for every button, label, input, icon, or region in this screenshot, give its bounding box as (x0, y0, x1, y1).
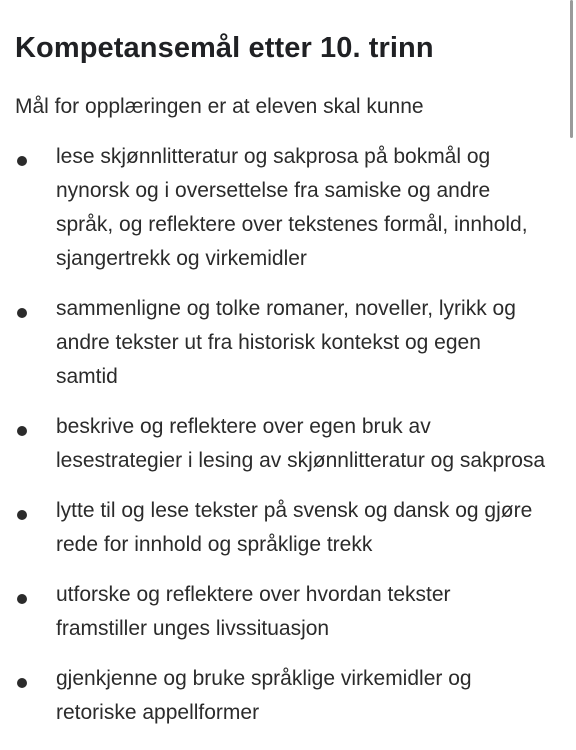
scrollbar-thumb[interactable] (570, 0, 573, 138)
page-title: Kompetansemål etter 10. trinn (15, 32, 434, 64)
list-item (15, 292, 546, 394)
goal-text: utforske og reflektere over hvordan tekster framstiller unges livssituasjon (56, 583, 451, 640)
goal-text: sammenligne og tolke romaner, noveller, lyrikk og andre tekster ut fra historisk kontekst og egen samtid (56, 297, 516, 388)
goal-text: gjenkjenne og bruke språklige virkemidler og retoriske appellformer (56, 667, 472, 724)
bullet-dot-icon (17, 426, 27, 436)
bullet-dot-icon (17, 678, 27, 688)
bullet-dot-icon (17, 594, 27, 604)
goal-text: lese skjønnlitteratur og sakprosa på bokmål og nynorsk og i oversettelse fra samiske og andre språk, og reflektere over tekstenes formål, innhold, sjangertrekk og virkemidler (56, 145, 528, 270)
list-item (15, 410, 546, 478)
list-item (15, 140, 546, 276)
intro-text: Mål for opplæringen er at eleven skal kunne (15, 95, 424, 118)
list-item (15, 578, 546, 646)
vertical-scrollbar[interactable] (568, 0, 576, 750)
list-item (15, 662, 546, 730)
bullet-dot-icon (17, 156, 27, 166)
bullet-dot-icon (17, 510, 27, 520)
competence-goals-list (15, 140, 546, 730)
goal-text: beskrive og reflektere over egen bruk av lesestrategier i lesing av skjønnlitteratur og sakprosa (56, 415, 546, 472)
bullet-dot-icon (17, 308, 27, 318)
goal-text: lytte til og lese tekster på svensk og dansk og gjøre rede for innhold og språklige trekk (56, 499, 533, 556)
list-item (15, 494, 546, 562)
